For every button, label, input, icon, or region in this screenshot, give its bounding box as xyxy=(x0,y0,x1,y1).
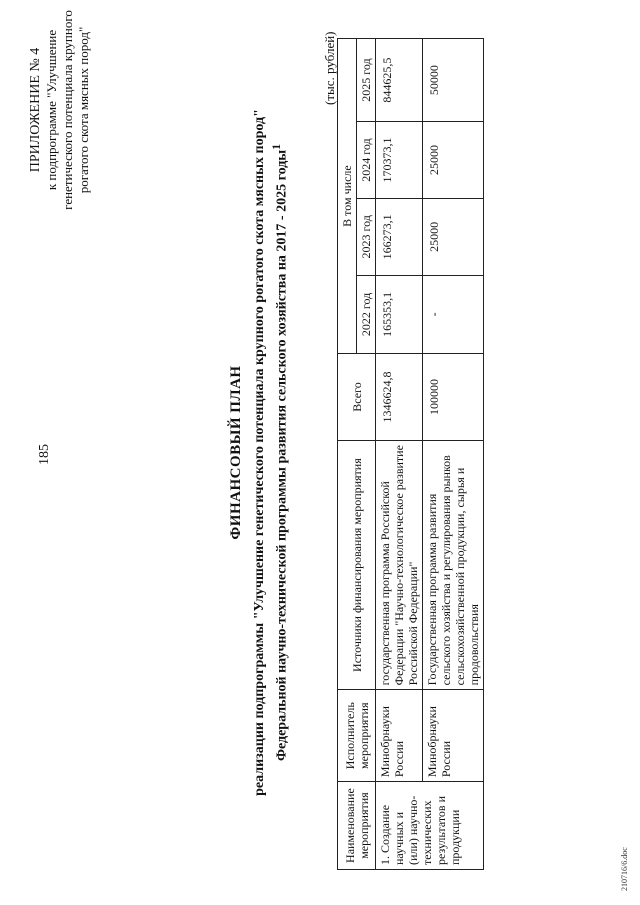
heading-line-text: Федеральной научно-технической программы развития сельского хозяйства на 2017 - 2025 годы xyxy=(274,149,290,762)
appendix-title: ПРИЛОЖЕНИЕ № 4 xyxy=(28,47,43,173)
heading-title: ФИНАНСОВЫЙ ПЛАН xyxy=(228,365,244,540)
cell-source: государственная программа Российской Федерации "Научно-технологическое развитие Российской Федерации" xyxy=(376,440,423,689)
appendix-line: рогатого скота мясных пород" xyxy=(76,26,91,194)
cell-total: 1346624,8 xyxy=(376,354,423,441)
header-name: Наименование мероприятия xyxy=(338,782,376,870)
cell-name: 1. Создание научных и (или) научно-технических результатов и продукции xyxy=(376,782,484,870)
table-header-row xyxy=(338,39,357,870)
table-row xyxy=(376,39,423,870)
financial-plan-table xyxy=(337,38,484,870)
cell-value: 844625,5 xyxy=(376,39,423,122)
cell-value: 170373,1 xyxy=(376,122,423,199)
appendix-block xyxy=(28,5,92,215)
cell-value: 165353,1 xyxy=(376,275,423,353)
header-year: 2023 год xyxy=(357,198,376,275)
document-heading xyxy=(228,20,291,885)
appendix-line: к подпрограмме "Улучшение xyxy=(44,29,59,191)
header-year: 2022 год xyxy=(357,275,376,353)
table-row xyxy=(423,39,484,870)
heading-line xyxy=(268,20,291,885)
header-year: 2024 год xyxy=(357,122,376,199)
header-year: 2025 год xyxy=(357,39,376,122)
cell-source: Государственная программа развития сельского хозяйства и регулирования рынков сельскохозяйственной продукции, сырья и продовольствия xyxy=(423,440,484,689)
cell-total: 100000 xyxy=(423,354,484,441)
cell-value: - xyxy=(423,275,484,353)
heading-line: реализации подпрограммы "Улучшение генетического потенциала крупного рогатого скота мясных пород" xyxy=(252,109,267,796)
cell-executor: Минобрнауки России xyxy=(376,690,423,782)
cell-value: 50000 xyxy=(423,39,484,122)
header-executor: Исполнитель мероприятия xyxy=(338,690,376,782)
units-label: (тыс. рублей) xyxy=(322,31,337,105)
page-number: 185 xyxy=(37,444,52,465)
cell-executor: Минобрнауки России xyxy=(423,690,484,782)
header-source: Источники финансирования мероприятия xyxy=(338,440,376,689)
cell-value: 25000 xyxy=(423,122,484,199)
footnote-mark: 1 xyxy=(270,143,283,150)
file-code: 210716/6.doc xyxy=(620,847,629,891)
cell-value: 166273,1 xyxy=(376,198,423,275)
appendix-line: генетического потенциала крупного xyxy=(60,10,75,210)
cell-value: 25000 xyxy=(423,198,484,275)
header-including: В том числе xyxy=(338,39,357,354)
header-total: Всего xyxy=(338,354,376,441)
